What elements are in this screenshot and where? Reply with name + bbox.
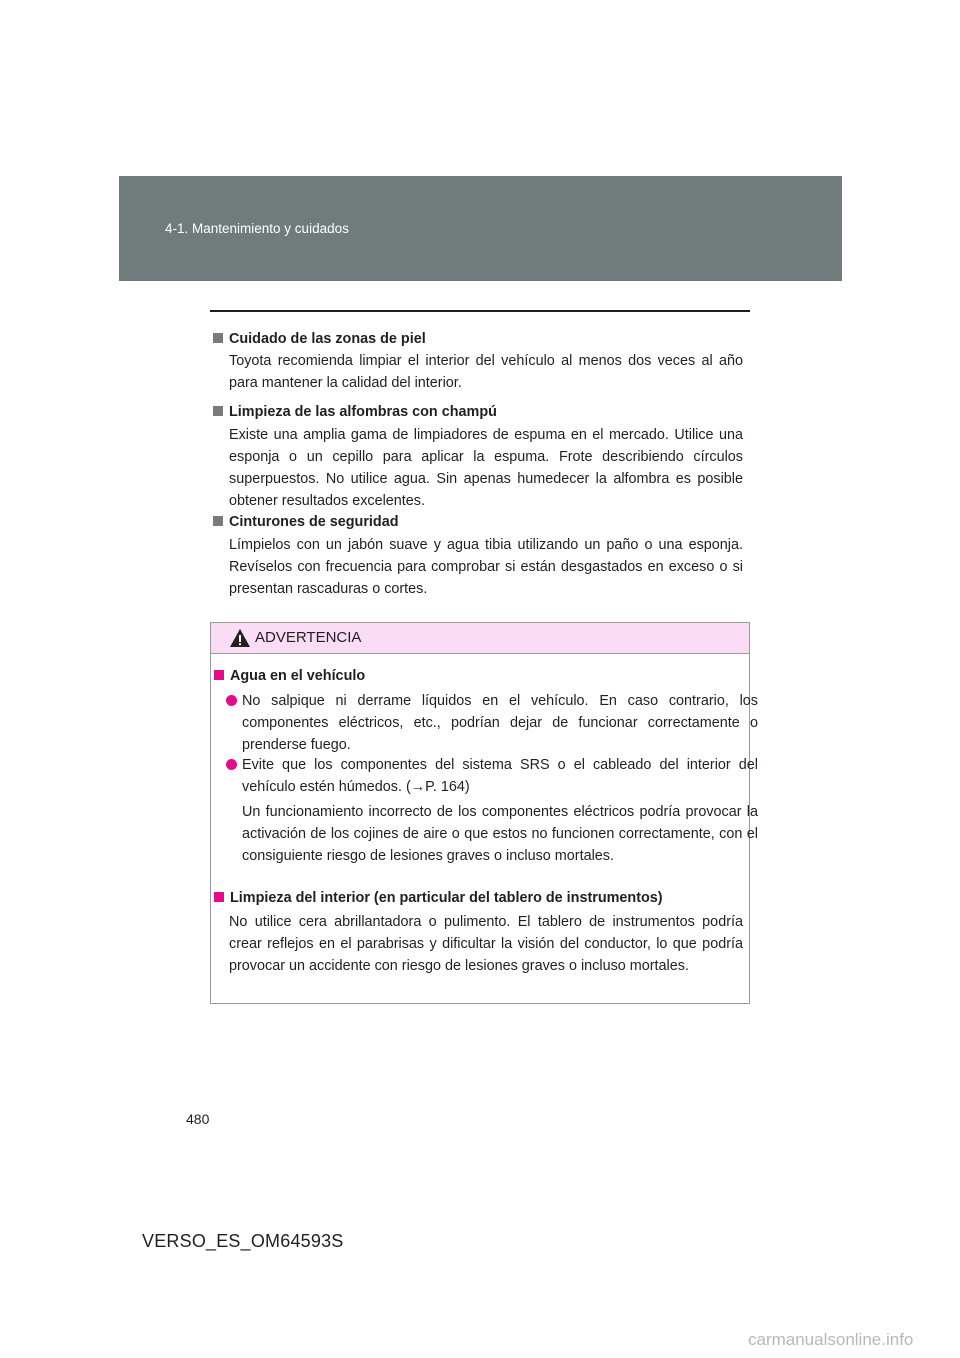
page-number: 480 (186, 1111, 210, 1127)
warning-header (211, 623, 749, 654)
warning-triangle-icon (229, 628, 251, 648)
warning-paragraph: No utilice cera abrillantadora o pulimento. El tablero de instrumentos podría crear reflejos en el parabrisas y dificultar la visión del conductor, lo que podría provocar un accidente con riesgo de lesiones graves o incluso mortales. (229, 914, 743, 974)
square-bullet-icon (213, 333, 223, 343)
topic-paragraph: Límpielos con un jabón suave y agua tibia utilizando un paño o una esponja. Revíselos con frecuencia para comprobar si están desgastados en exceso o si presentan rascaduras o cortes. (229, 537, 743, 597)
square-bullet-icon (213, 516, 223, 526)
circle-bullet-icon (226, 759, 237, 770)
topic-heading: Limpieza de las alfombras con champú (213, 401, 750, 423)
topic-heading: Cinturones de seguridad (213, 511, 750, 533)
bullet-text: Evite que los componentes del sistema SRS o el cableado del interior del vehículo estén húmedos. (→P. 164) (242, 757, 758, 795)
topic-paragraph: Existe una amplia gama de limpiadores de espuma en el mercado. Utilice una esponja o un cepillo para aplicar la espuma. Frote describiendo círculos superpuestos. No utilice agua. Sin apenas humedecer la alfombra es posible obtener resultados excelentes. (229, 427, 743, 509)
warning-bullet (226, 754, 758, 800)
warning-bullet (226, 690, 758, 760)
warning-topic-heading: Agua en el vehículo (214, 665, 744, 687)
square-bullet-icon (214, 892, 224, 902)
circle-bullet-icon (226, 695, 237, 706)
topic-heading: Cuidado de las zonas de piel (213, 328, 750, 350)
warning-topic-heading: Limpieza del interior (en particular del tablero de instrumentos) (214, 887, 744, 909)
bullet-note: Un funcionamiento incorrecto de los componentes eléctricos podría provocar la activación de los cojines de aire o que estos no funcionen correctamente, con el consiguiente riesgo de lesiones graves o incluso mortales. (242, 804, 758, 864)
document-code: VERSO_ES_OM64593S (142, 1231, 344, 1251)
section-title: 4-1. Mantenimiento y cuidados (165, 221, 349, 236)
divider-rule (210, 310, 750, 312)
bullet-text: No salpique ni derrame líquidos en el vehículo. En caso contrario, los componentes eléctricos, etc., podrían dejar de funcionar correctamente o prenderse fuego. (242, 693, 758, 753)
square-bullet-icon (214, 670, 224, 680)
square-bullet-icon (213, 406, 223, 416)
watermark: carmanualsonline.info (748, 1330, 914, 1349)
warning-title: ADVERTENCIA (255, 629, 362, 646)
warning-box (210, 622, 758, 1004)
topic-paragraph: Toyota recomienda limpiar el interior del vehículo al menos dos veces al año para mantener la calidad del interior. (229, 353, 743, 391)
